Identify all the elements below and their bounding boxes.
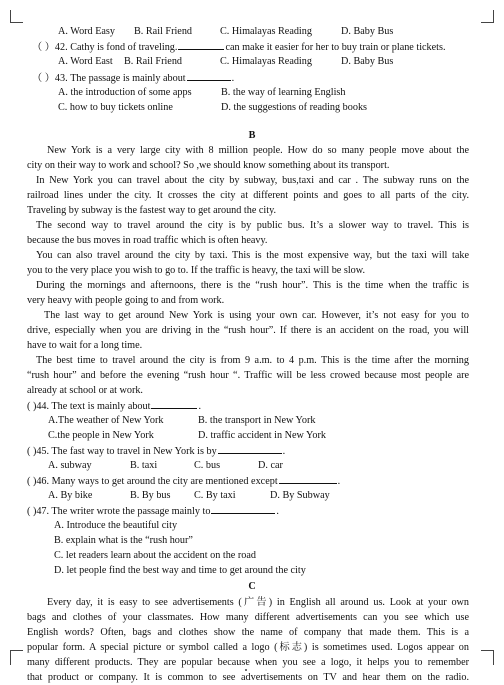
q43-answer-blank[interactable] [187,70,231,81]
passage-b-line: have to wait for a long time. [27,340,143,351]
q47-option-a: A. Introduce the beautiful city [54,520,178,531]
q43-option-c: C. how to buy tickets online [58,102,173,113]
q46-option-c: C. By taxi [194,490,236,501]
q42-question [32,39,446,55]
crop-mark-top-left [10,10,23,23]
passage-b-line: drive, especially when you are driving in the “rush hour”. If there is an accident on the road, you will [27,325,469,336]
q42-suffix: can make it easier for her to buy train or plane tickets. [225,42,446,53]
passage-b-line: Traveling by subway is the fastest way to get around the city. [27,205,277,216]
q47-question [27,503,279,519]
passage-b-line: you to the very place you wish to go to. If the traffic is heavy, the taxi will be slow. [27,265,365,276]
q43-prefix: （ ）43. The passage is mainly about [32,73,186,84]
q44-prefix: ( )44. The text is mainly about [27,401,151,412]
q45-answer-blank[interactable] [218,443,282,454]
q44-option-c: C.the people in New York [48,430,154,441]
q46-option-d: D. By Subway [270,490,330,501]
section-b-heading: B [248,130,256,141]
passage-b-line: In New York you can travel about the city by subway, bus,taxi and car . The subway runs on the [36,175,469,186]
q46-option-b: B. By bus [130,490,171,501]
passage-b-line: During the mornings and afternoons, there is the “rush hour”. This is the time when the traffic is [36,280,469,291]
section-c-heading: C [248,581,256,592]
q46-option-a: A. By bike [48,490,93,501]
q47-suffix: . [276,506,279,517]
passage-b-line: very heavy with people going to and from work. [27,295,225,306]
q44-option-d: D. traffic accident in New York [198,430,326,441]
passage-c-line: English words? Often, bags and clothes show the name of company that made them. This is a [27,627,469,638]
q42-answer-blank[interactable] [178,39,224,50]
passage-c-line: bags and clothes of your classmates. How many different advertisements can you see which use [27,612,469,623]
q43-suffix: . [231,73,235,84]
passage-b-line: railroad lines under the city. It crosses the city at different points and goes to all parts of the city. [27,190,469,201]
q42-option-b: B. Rail Friend [124,56,183,67]
passage-b-line: The last way to get around New York is using your own car. However, it’s not easy for you to [44,310,469,321]
q43-option-d: D. the suggestions of reading books [221,102,368,113]
q46-question [27,473,340,489]
q42-option-a: A. Word East [58,56,113,67]
q43-option-a: A. the introduction of some apps [58,87,192,98]
passage-b-line: New York is a very large city with 8 million people. How do so many people move about the [47,145,469,156]
passage-b-line: The best time to travel around the city is from 9 a.m. to 4 p.m. This is the time after the morning [36,355,469,366]
q47-option-c: C. let readers learn about the accident on the road [54,550,256,561]
q45-prefix: ( )45. The fast way to travel in New York is by [27,446,217,457]
q41-option-c: C. Himalayas Reading [220,26,312,37]
passage-b-line: because the bus moves in road traffic which is often heavy. [27,235,268,246]
q41-option-b: B. Rail Friend [134,26,193,37]
q44-question [27,398,201,414]
crop-mark-top-right [481,10,494,23]
q46-prefix: ( )46. Many ways to get around the city are mentioned except [27,476,278,487]
q44-option-b: B. the transport in New York [198,415,316,426]
q45-option-b: B. taxi [130,460,158,471]
passage-c-line: popular form. A special picture or symbol called a logo (标志) is sometimes used. Logos appear on [27,642,469,653]
passage-b-line: already at school or at work. [27,385,143,396]
q47-option-d: D. let people find the best way and time to get around the city [54,565,306,576]
crop-mark-bottom-left [10,650,23,665]
passage-c-line: Every day, it is easy to see advertisements (广告) in English all around us. Look at your own [47,597,469,608]
q45-option-a: A. subway [48,460,92,471]
passage-c-line: many different products. They are popular because when you see a logo, it helps you to remember [27,657,469,668]
passage-c-line: that product or company. It is common to see advertisements on TV and hear them on the radio. [27,672,469,683]
q43-option-b: B. the way of learning English [221,87,346,98]
q47-option-b: B. explain what is the “rush hour” [54,535,193,546]
q44-suffix: . [198,401,202,412]
q45-suffix: . [282,446,286,457]
q46-suffix: . [337,476,341,487]
q45-question [27,443,285,459]
passage-b-line: “rush hour” and before the evening “rush hour “. Traffic will be less crowed because most people are [27,370,469,381]
q42-option-d: D. Baby Bus [341,56,394,67]
q45-option-d: D. car [258,460,283,471]
q41-option-d: D. Baby Bus [341,26,394,37]
q44-answer-blank[interactable] [151,398,197,409]
q47-answer-blank[interactable] [211,503,275,514]
passage-b-line: city on their way to work and school? So ,we should know something about its transport. [27,160,390,171]
crop-mark-bottom-right [481,650,494,665]
q42-prefix: （ ）42. Cathy is fond of traveling. [32,42,178,53]
passage-b-line: The second way to travel around the city is by public bus. It’s a slower way to travel. This is [36,220,469,231]
q41-option-a: A. Word Easy [58,26,115,37]
q43-question [32,70,234,86]
passage-b-line: You can also travel around the city by taxi. This is the most expensive way, but the taxi will take [36,250,469,261]
q46-answer-blank[interactable] [279,473,337,484]
q47-prefix: ( )47. The writer wrote the passage mainly to [27,506,211,517]
q44-option-a: A.The weather of New York [48,415,164,426]
q42-option-c: C. Himalayas Reading [220,56,312,67]
q45-option-c: C. bus [194,460,221,471]
